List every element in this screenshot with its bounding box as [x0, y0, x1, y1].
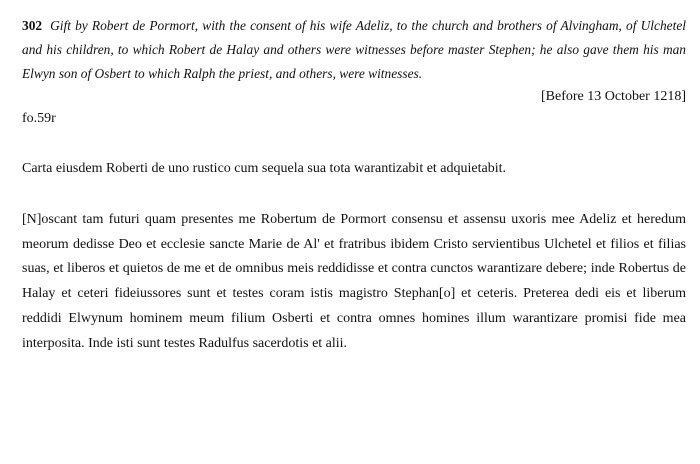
entry-heading [22, 14, 686, 86]
charter-rubric: Carta eiusdem Roberti de uno rustico cum sequela sua tota warantizabit et adquietabit. [22, 161, 507, 176]
entry-summary: Gift by Robert de Pormort, with the consent of his wife Adeliz, to the church and brothers of Alvingham, of Ulchetel and his children, to which Robert de Halay and others were witnesses before master Stephen; he also gave them his man Elwyn son of Osbert to which Ralph the priest, and others, were witnesses. [22, 18, 686, 81]
document-page [22, 14, 686, 356]
entry-number: 302 [22, 18, 43, 33]
date-note: [Before 13 October 1218] [540, 89, 686, 104]
charter-text: [N]oscant tam futuri quam presentes me Robertum de Pormort consensu et assensu uxoris mee Adeliz et heredum meorum dedisse Deo et ecclesie sancte Marie de Al' et fratribus ibidem Cristo servientibus Ulchetel et filios et filias suas, et liberos et quietos de me et de omnibus meis reddidisse et contra cunctos warantizare debere; inde Robertus de Halay et ceteri fideiussores sunt et testes coram istis magistro Stephan[o] et ceteris. Preterea dedi eis et liberum reddidi Elwynum hominem meum filium Osberti et contra omnes homines illum warantizare promisi fide mea interposita. Inde isti sunt testes Radulfus sacerdotis et alii. [22, 212, 686, 351]
folio-reference: fo.59r [22, 111, 56, 126]
